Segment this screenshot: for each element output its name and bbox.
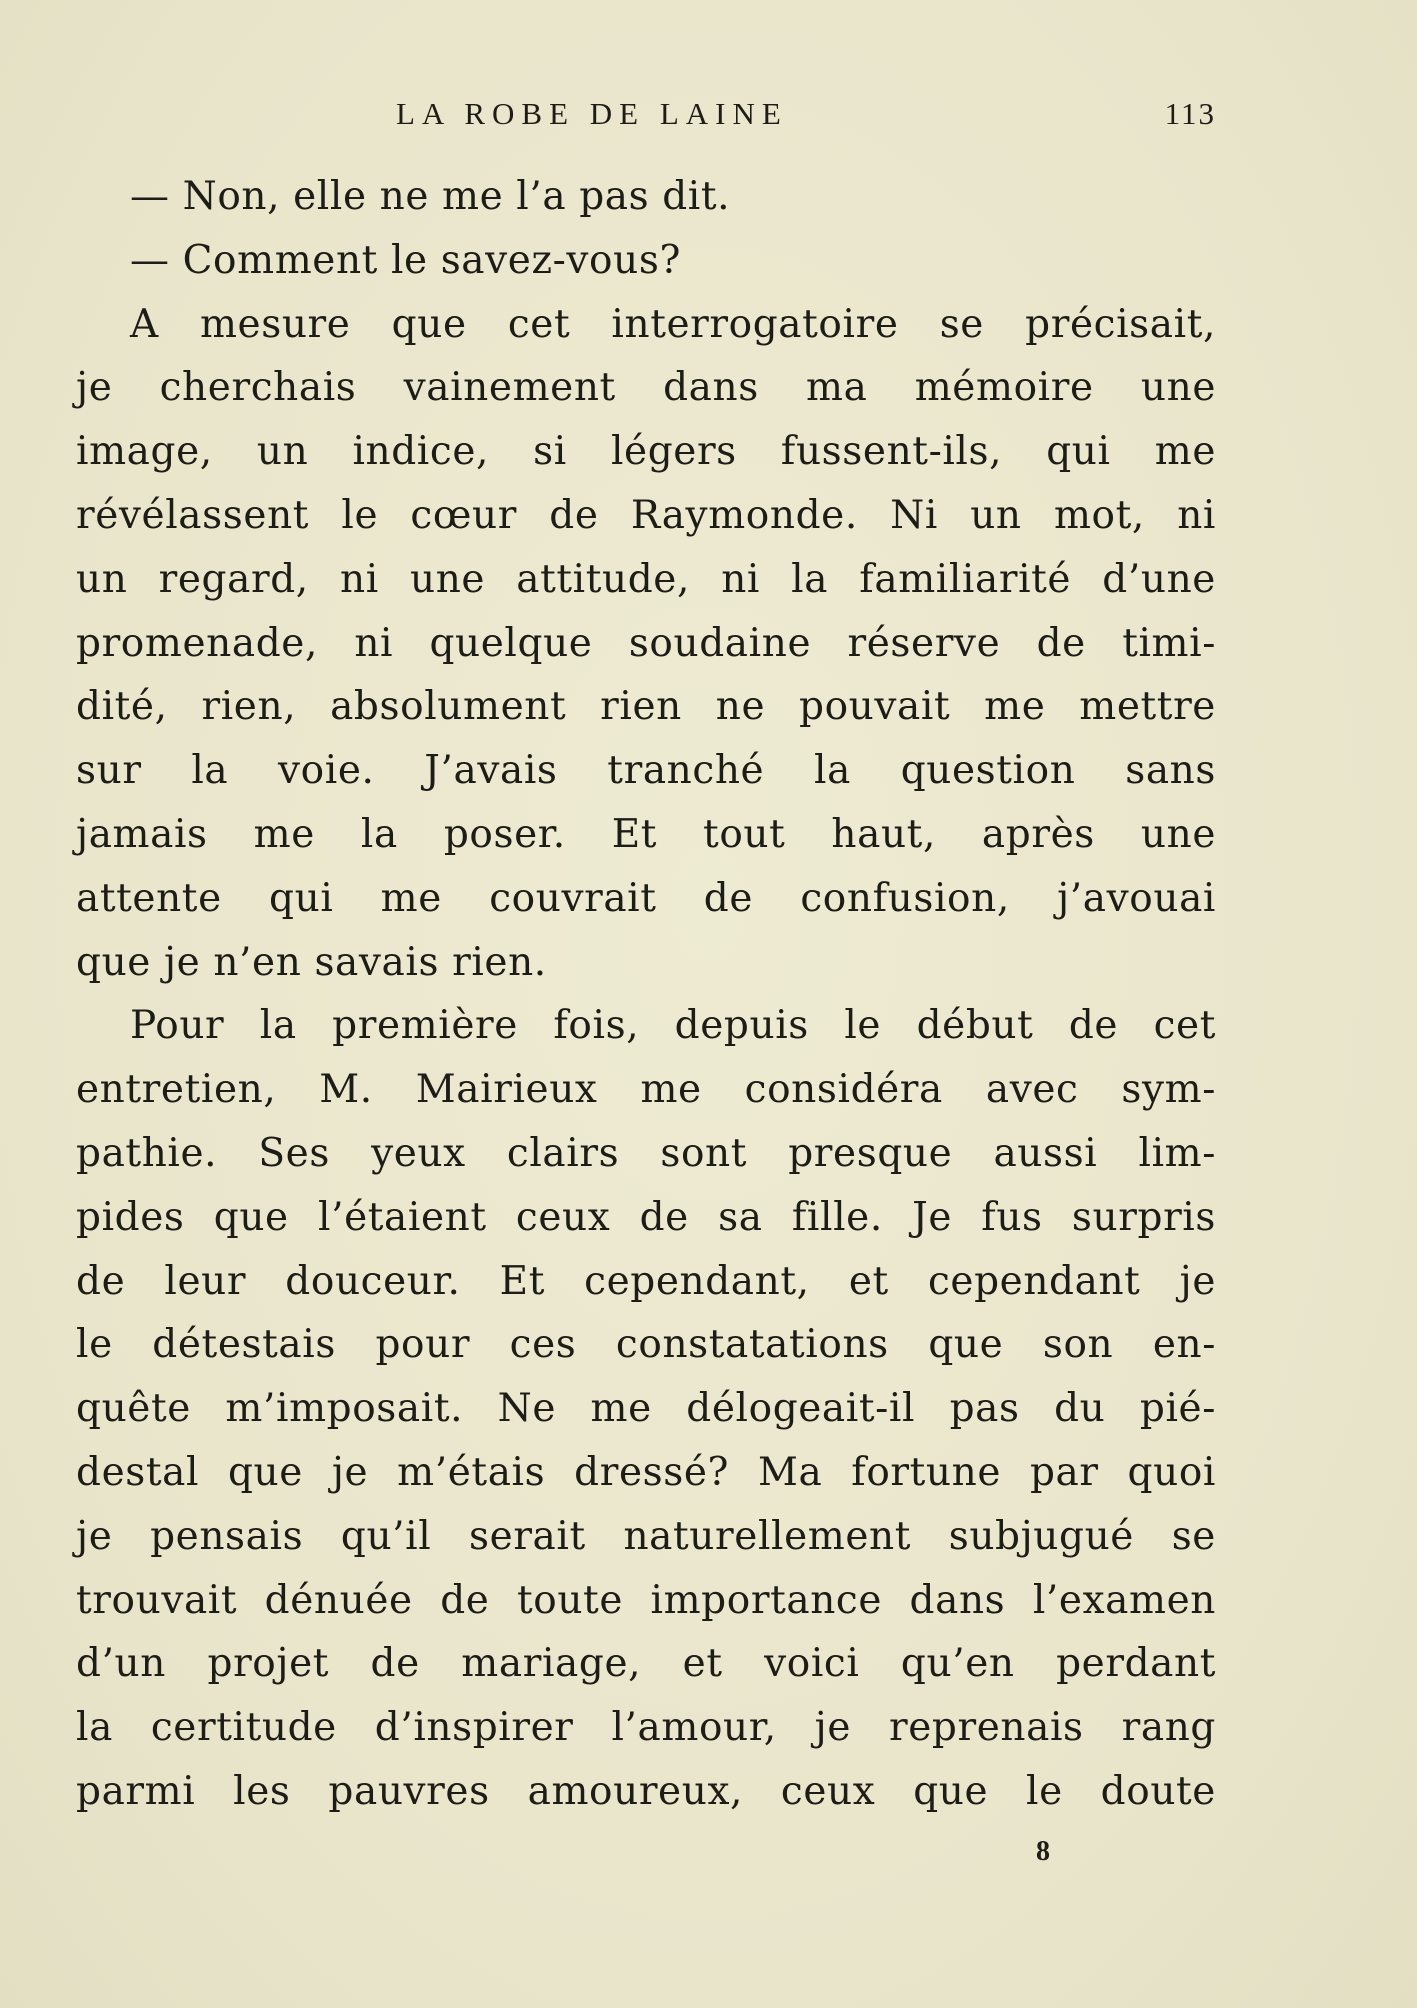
text-line: trouvait dénuée de toute importance dans l’examen [76, 1577, 1216, 1623]
text-line: A mesure que cet interrogatoire se précisait, [130, 301, 1216, 347]
text-line: je pensais qu’il serait naturellement subjugué se [76, 1513, 1216, 1559]
text-line: — Non, elle ne me l’a pas dit. [130, 174, 731, 219]
text-line: le détestais pour ces constatations que son en- [76, 1322, 1216, 1368]
text-line: de leur douceur. Et cependant, et cependant je [76, 1258, 1216, 1304]
text-line: quête m’imposait. Ne me délogeait-il pas du pié- [76, 1386, 1216, 1432]
text-line: un regard, ni une attitude, ni la familiarité d’une [76, 556, 1216, 602]
page-number: 113 [1164, 96, 1216, 131]
text-line: destal que je m’étais dressé? Ma fortune par quoi [76, 1449, 1216, 1495]
text-line: promenade, ni quelque soudaine réserve de timi- [76, 620, 1216, 666]
text-line: dité, rien, absolument rien ne pouvait me mettre [76, 684, 1216, 730]
text-line: que je n’en savais rien. [76, 939, 547, 985]
text-line: la certitude d’inspirer l’amour, je reprenais rang [76, 1705, 1216, 1751]
text-line: sur la voie. J’avais tranché la question sans [76, 748, 1216, 794]
text-line: — Comment le savez-vous? [130, 237, 681, 283]
text-line: pathie. Ses yeux clairs sont presque aussi lim- [76, 1130, 1216, 1176]
running-title: LA ROBE DE LAINE [396, 96, 788, 131]
text-line: attente qui me couvrait de confusion, j’avouai [76, 875, 1216, 921]
text-line: révélassent le cœur de Raymonde. Ni un mot, ni [76, 492, 1216, 538]
text-line: jamais me la poser. Et tout haut, après une [76, 811, 1216, 857]
text-line: parmi les pauvres amoureux, ceux que le doute [76, 1768, 1216, 1814]
text-line: Pour la première fois, depuis le début de cet [130, 1003, 1216, 1049]
text-body [76, 165, 1216, 1824]
text-line: image, un indice, si légers fussent-ils, qui me [76, 429, 1216, 475]
text-line: pides que l’étaient ceux de sa fille. Je fus surpris [76, 1194, 1216, 1240]
running-header [76, 96, 1216, 136]
signature-mark: 8 [1036, 1836, 1050, 1867]
text-line: entretien, M. Mairieux me considéra avec sym- [76, 1067, 1216, 1113]
text-line: je cherchais vainement dans ma mémoire une [76, 365, 1216, 411]
text-line: d’un projet de mariage, et voici qu’en perdant [76, 1641, 1216, 1687]
